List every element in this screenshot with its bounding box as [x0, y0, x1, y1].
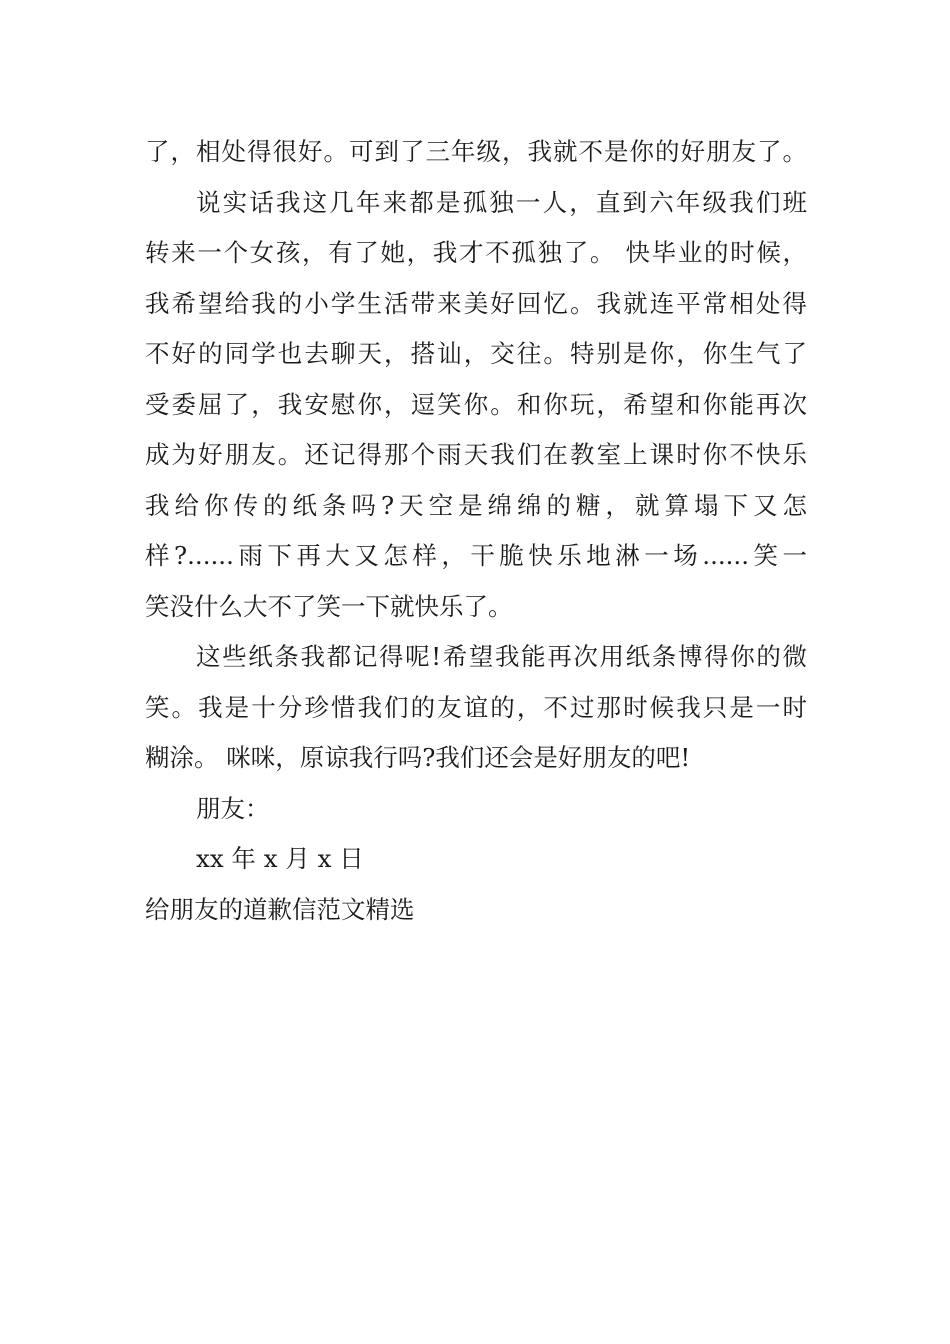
date-line: xx 年 x 月 x 日 [196, 844, 364, 873]
paragraph-end-line: 糊涂。 咪咪，原谅我行吗?我们还会是好朋友的吧! [145, 743, 691, 772]
text-line: 受委屈了，我安慰你，逗笑你。和你玩，希望和你能再次 [145, 389, 807, 419]
signature-line: 朋友： [196, 793, 270, 823]
text-line: 样?......雨下再大又怎样，干脆快乐地淋一场......笑一 [145, 541, 807, 570]
text-line: 了，相处得很好。可到了三年级，我就不是你的好朋友了。 [145, 137, 807, 166]
text-line: 成为好朋友。还记得那个雨天我们在教室上课时你不快乐 [145, 440, 807, 469]
text-line: 笑。我是十分珍惜我们的友谊的，不过那时候我只是一时 [145, 692, 807, 722]
text-line: 不好的同学也去聊天，搭讪，交往。特别是你，你生气了 [145, 339, 807, 368]
section-title: 给朋友的道歉信范文精选 [145, 894, 415, 924]
paragraph-start-line: 说实话我这几年来都是孤独一人，直到六年级我们班 [196, 187, 807, 217]
text-line: 转来一个女孩，有了她，我才不孤独了。 快毕业的时候， [145, 238, 807, 267]
letter-body [145, 127, 807, 935]
text-line: 我希望给我的小学生活带来美好回忆。我就连平常相处得 [145, 288, 807, 318]
text-line: 我给你传的纸条吗?天空是绵绵的糖，就算塌下又怎 [145, 490, 807, 520]
paragraph-end-line: 笑没什么大不了笑一下就快乐了。 [145, 591, 513, 621]
paragraph-start-line: 这些纸条我都记得呢!希望我能再次用纸条博得你的微 [196, 642, 807, 671]
